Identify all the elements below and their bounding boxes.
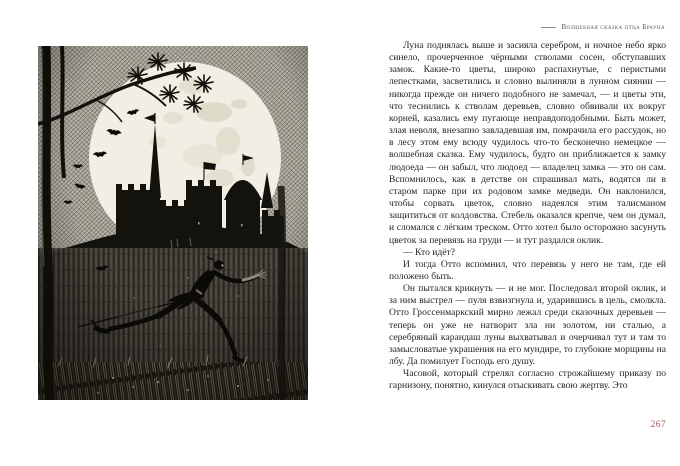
vignette	[38, 46, 308, 400]
header-rule	[541, 27, 556, 28]
paragraph: И тогда Отто вспомнил, что перевязь у него не там, где ей положено быть.	[389, 258, 666, 282]
body-text	[389, 40, 666, 393]
paragraph: Он пытался крикнуть — и не мог. Последовал второй оклик, и за ним выстрел — пуля взвизгнула и, ударившись в цель, смолкла. Отто Гроссенмаркский мирно лежал среди сказочных деревьев — теперь он уже не натворит зла ни золотом, ни сталью, а серебряный карандаш луны выхватывал и очерчивал тут и там то замысловатые украшения на его мундире, то глубокие морщины на лбу. Да помилует Господь его душу.	[389, 283, 666, 368]
running-header	[541, 23, 665, 31]
paragraph: Часовой, который стрелял согласно строжайшему приказу по гарнизону, понятно, кинулся отыскивать свою жертву. Это	[389, 368, 666, 392]
paragraph: Луна поднялась выше и засияла серебром, и ночное небо ярко синело, прочерченное чёрными стволами сосен, обступавших замок. Какие-то цветы, широко распахнутые, с перистыми лепестками, засветились и словно вылиняли в лунном сиянии — никогда прежде он ничего подобного не замечал, — и цветы эти, что теснились к стволам деревьев, словно обвивали их вокруг корней, казались ему пугающе неправдоподобными. Быть может, злая неволя, внезапно завладевшая им, помрачила его рассудок, но в лесу этом ему всюду чудилось что-то бесконечно немецкое — волшебная сказка. Ему чудилось, будто он приближается к замку людоеда — он забыл, что людоед — владелец замка — это он сам. Вспомнилось, как в детстве он спрашивал мать, водятся ли в старом парке при их родовом замке медведи. Он наклонился, чтобы сорвать цветок, словно надеялся этим талисманом защититься от колдовства. Стебель оказался крепче, чем он думал, и сломался с лёгким треском. Отто хотел было осторожно засунуть цветок за перевязь на груди — и тут раздался оклик.	[389, 40, 666, 246]
moonlit-castle-engraving	[38, 46, 308, 400]
paragraph-dialogue: — Кто идёт?	[403, 246, 456, 258]
page-number: 267	[650, 420, 666, 430]
illustration	[38, 46, 308, 400]
running-header-title: Волшебная сказка отца Брауна	[561, 23, 665, 31]
